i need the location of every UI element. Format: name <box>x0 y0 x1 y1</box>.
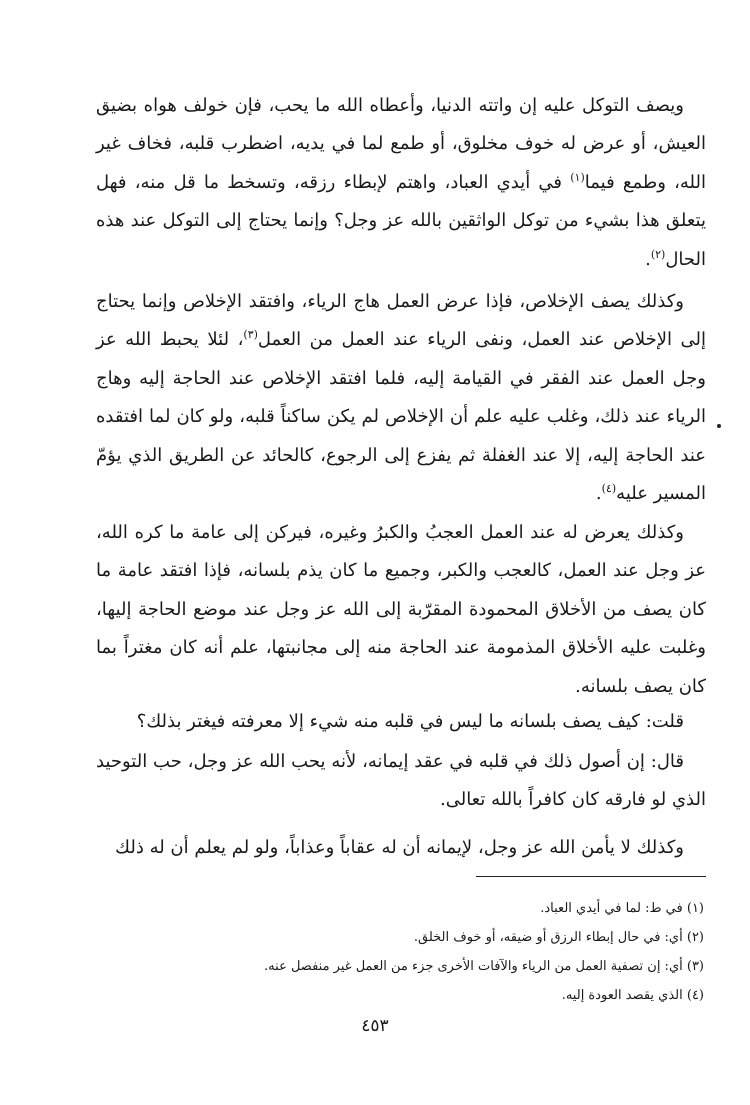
paragraph-4-text: قلت: كيف يصف بلسانه ما ليس في قلبه منه شيء إلا معرفته فيغتر بذلك؟ <box>136 711 684 732</box>
footnotes <box>96 894 704 1010</box>
paragraph-3 <box>96 514 706 706</box>
paragraph-1-text-middle: في أيدي العباد، واهتم لإبطاء رزقه، وتسخط ما قل منه، فهل يتعلق هذا بشيء من توكل الواثقين بالله عز وجل؟ وإنما يحتاج إلى التوكل عند هذه الحال <box>96 171 706 270</box>
paragraph-2-text-before: وكذلك يصف الإخلاص، فإذا عرض العمل هاج الرياء، وافتقد الإخلاص وإنما يحتاج إلى الإخلاص عند العمل، ونفى الرياء عند العمل من العمل <box>96 291 706 351</box>
page-number: ٤٥٣ <box>361 1016 389 1036</box>
footnote-ref-1[interactable]: (١) <box>570 170 585 184</box>
paragraph-2-text-middle: ، لئلا يحبط الله عز وجل العمل عند الفقر في القيامة إليه، فلما افتقد الإخلاص عند الحاجة إليه وهاج الرياء عند ذلك، وغلب عليه علم أن الإخلاص لم يكن ساكناً قلبه، ولو كان لما افتقده عند الحاجة إليه، إلا عند الغفلة ثم يفزع إلى الرجوع، كالحائد عن الطريق الذي يؤمّ المسير عليه <box>96 329 706 505</box>
footnote-ref-2[interactable]: (٢) <box>650 247 666 261</box>
paragraph-3-text: وكذلك يعرض له عند العمل العجبُ والكبرُ وغيره، فيركن إلى عامة ما كره الله، عز وجل عند العمل، كالعجب والكبر، وجميع ما كان يذم بلسانه، فإذا افتقد عامة ما كان يصف من الأخلاق المحمودة المقرّبة إلى الله عز وجل عند موضع الحاجة إليها، وغلبت عليه الأخلاق المذمومة عند الحاجة منه إلى مجانبتها، علم أنه كان مغتراً بما كان يصف بلسانه. <box>96 522 706 697</box>
footnote-ref-3[interactable]: (٣) <box>243 328 258 342</box>
paragraph-2-text-after: . <box>595 483 602 505</box>
footnote-2: (٢) أي: في حال إبطاء الرزق أو ضيقه، أو خوف الخلق. <box>413 930 704 945</box>
footnote-separator <box>476 876 706 877</box>
paragraph-6-text: وكذلك لا يأمن الله عز وجل، لإيمانه أن له عقاباً وعذاباً، ولو لم يعلم أن له ذلك <box>115 837 684 858</box>
paragraph-5-answer <box>96 743 706 820</box>
paragraph-1-text-before: ويصف التوكل عليه إن واتته الدنيا، وأعطاه الله ما يحب، فإن خولف هواه بضيق العيش، أو عرض له خوف مخلوق، أو طمع لما في يديه، اضطرب قلبه، فخاف غير الله، وطمع فيما <box>96 95 706 193</box>
margin-dot <box>717 424 721 428</box>
footnote-ref-4[interactable]: (٤) <box>601 482 617 496</box>
paragraph-2 <box>96 283 706 513</box>
paragraph-1-text-after: . <box>645 248 651 270</box>
footnote-1: (١) في ط: لما في أيدي العباد. <box>540 901 704 916</box>
paragraph-6 <box>96 829 706 867</box>
paragraph-4-question <box>96 703 706 741</box>
paragraph-1 <box>96 87 706 279</box>
footnote-4: (٤) الذي يقصد العودة إليه. <box>561 988 704 1003</box>
paragraph-5-text: قال: إن أصول ذلك في قلبه في عقد إيمانه، لأنه يحب الله عز وجل، حب التوحيد الذي لو فارقه كان كافراً بالله تعالى. <box>96 751 706 811</box>
footnote-3: (٣) أي: إن تصفية العمل من الرياء والآفات الأخرى جزء من العمل غير منفصل عنه. <box>264 959 704 974</box>
